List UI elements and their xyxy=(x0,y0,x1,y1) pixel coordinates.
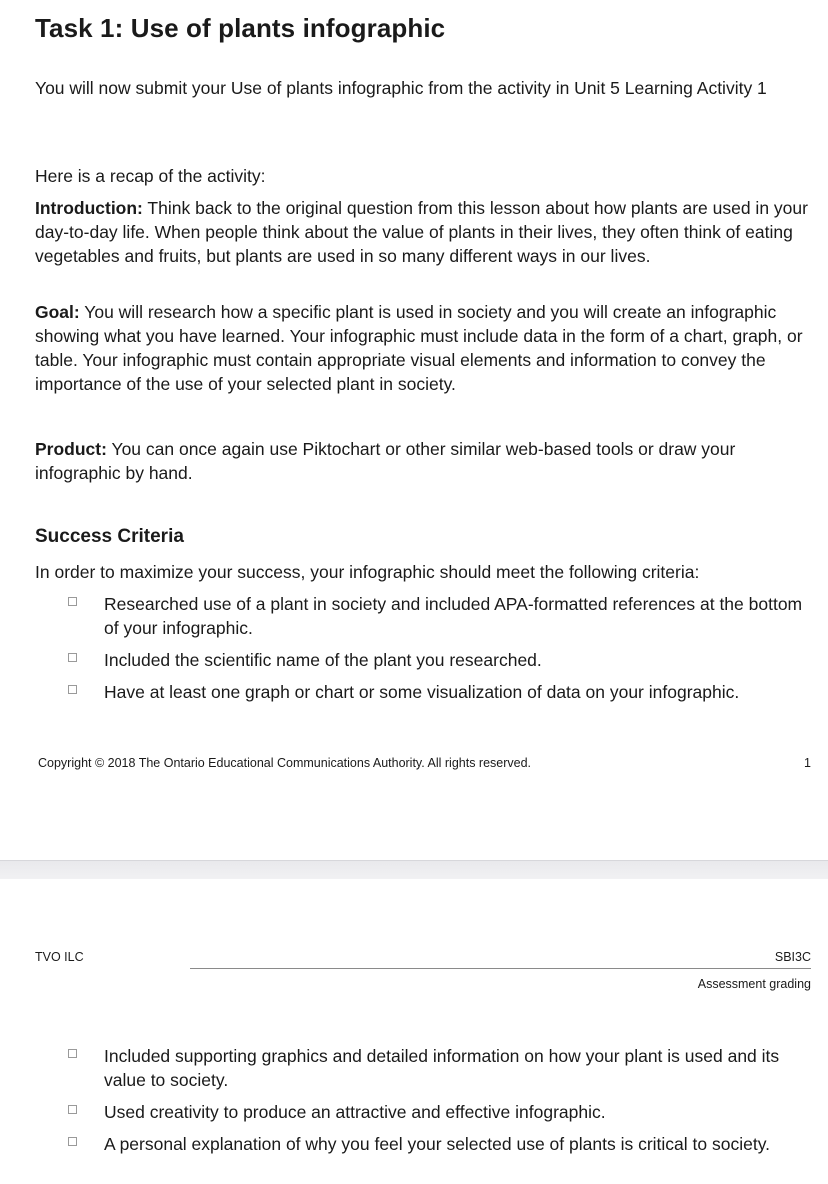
success-criteria-heading: Success Criteria xyxy=(35,526,184,547)
criteria-item: A personal explanation of why you feel your selected use of plants is critical to society. xyxy=(68,1132,808,1156)
checkbox-icon xyxy=(68,597,77,606)
document-page-2 xyxy=(0,879,828,1184)
checkbox-icon xyxy=(68,1137,77,1146)
page-number: 1 xyxy=(804,756,811,770)
product-text: You can once again use Piktochart or other similar web-based tools or draw your infographic by hand. xyxy=(35,439,736,483)
goal-label: Goal: xyxy=(35,302,80,322)
recap-paragraph: Here is a recap of the activity: xyxy=(35,166,266,186)
page-title: Task 1: Use of plants infographic xyxy=(35,13,446,43)
criteria-item: Included the scientific name of the plant you researched. xyxy=(68,648,808,672)
goal-paragraph xyxy=(35,300,815,396)
introduction-paragraph xyxy=(35,196,815,268)
introduction-text: Think back to the original question from this lesson about how plants are used in your day-to-day life. When people think about the value of plants in their lives, they often think of eating vegetables and fruits, but plants are used in so many different ways in our lives. xyxy=(35,198,808,266)
header-org: TVO ILC xyxy=(35,950,84,964)
checkbox-icon xyxy=(68,653,77,662)
checkbox-icon xyxy=(68,685,77,694)
header-subtitle: Assessment grading xyxy=(697,977,811,991)
page-separator xyxy=(0,860,828,880)
criteria-item: Included supporting graphics and detailed information on how your plant is used and its value to society. xyxy=(68,1044,808,1092)
intro-paragraph: You will now submit your Use of plants infographic from the activity in Unit 5 Learning Activity 1 xyxy=(35,78,767,98)
product-paragraph xyxy=(35,437,815,485)
copyright-notice: Copyright © 2018 The Ontario Educational Communications Authority. All rights reserved. xyxy=(38,756,532,770)
header-rule xyxy=(190,968,811,969)
checkbox-icon xyxy=(68,1105,77,1114)
goal-text: You will research how a specific plant is used in society and you will create an infographic showing what you have learned. Your infographic must include data in the form of a chart, graph, or table. Your infographic must contain appropriate visual elements and information to convey the importance of the use of your selected plant in society. xyxy=(35,302,803,394)
introduction-label: Introduction: xyxy=(35,198,143,218)
criteria-item: Have at least one graph or chart or some visualization of data on your infographic. xyxy=(68,680,808,704)
success-criteria-lead: In order to maximize your success, your infographic should meet the following criteria: xyxy=(35,562,700,582)
criteria-item: Researched use of a plant in society and included APA-formatted references at the bottom of your infographic. xyxy=(68,592,808,640)
header-course-code: SBI3C xyxy=(774,950,811,964)
criteria-item: Used creativity to produce an attractive and effective infographic. xyxy=(68,1100,808,1124)
checkbox-icon xyxy=(68,1049,77,1058)
product-label: Product: xyxy=(35,439,107,459)
